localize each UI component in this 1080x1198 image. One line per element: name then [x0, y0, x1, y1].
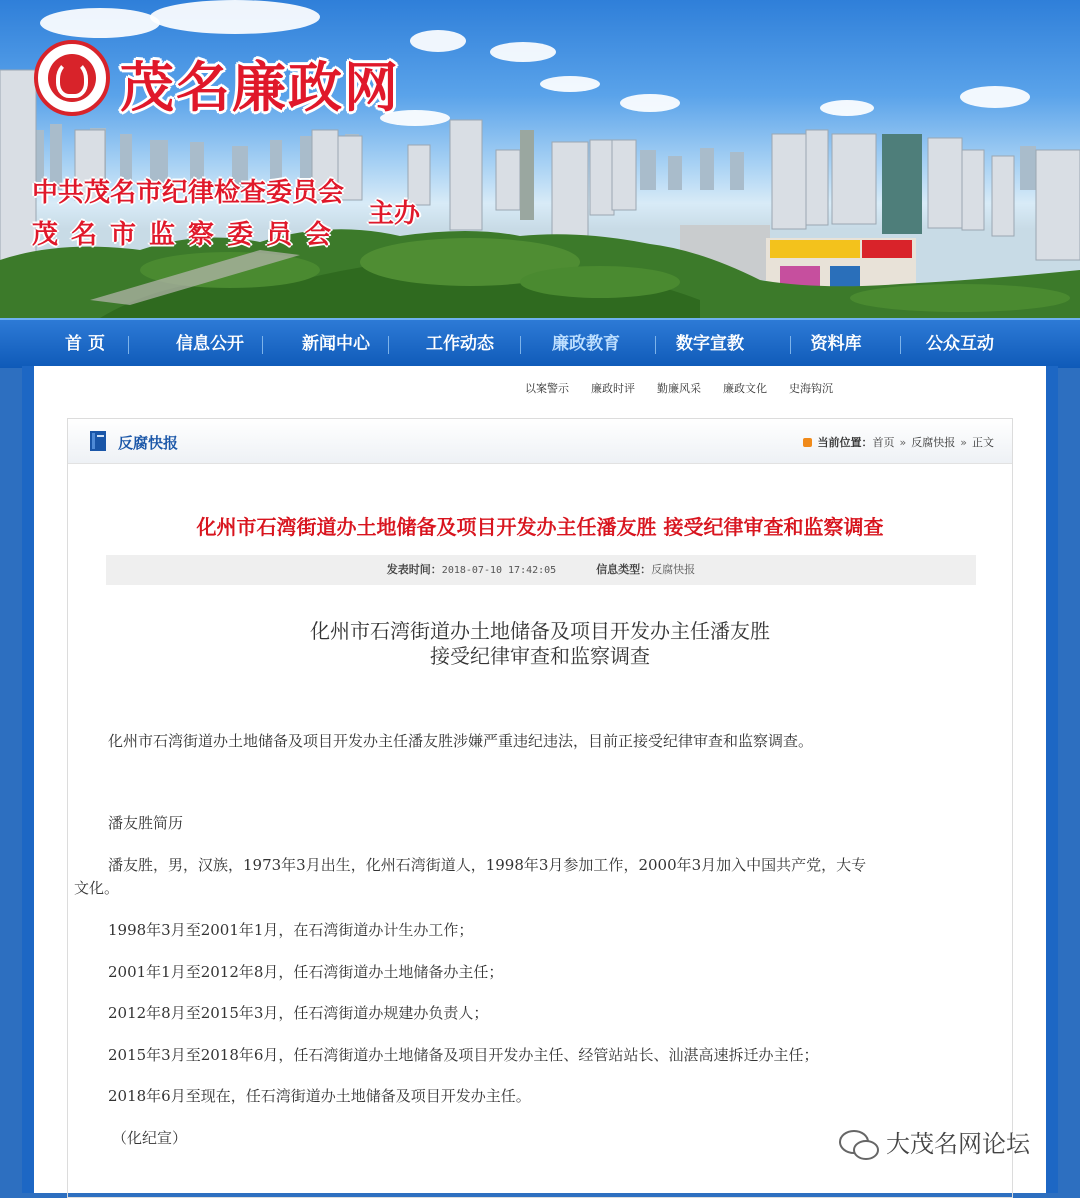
article-panel — [67, 418, 1013, 1198]
location-pin-icon — [803, 438, 812, 447]
breadcrumb-label: 当前位置： — [817, 436, 873, 449]
article-source: （化纪宣） — [112, 1129, 188, 1147]
section-title: 反腐快报 — [118, 434, 179, 452]
article-meta — [106, 555, 976, 585]
wechat-icon — [838, 1128, 882, 1164]
book-icon — [88, 430, 108, 452]
article-headline: 化州市石湾街道办土地储备及项目开发办主任潘友胜 接受纪律审查和监察调查 — [196, 515, 884, 539]
breadcrumb-section-link[interactable]: 反腐快报 — [911, 436, 956, 449]
nav-divider — [655, 336, 656, 354]
publish-time: 2018-07-10 17:42:05 — [441, 565, 557, 576]
career-item: 2018年6月至现在，任石湾街道办土地储备及项目开发办主任。 — [108, 1087, 531, 1105]
bio-line-2: 文化。 — [74, 879, 120, 897]
nav-digital-education[interactable]: 数字宣教 — [676, 334, 744, 354]
article-title — [68, 619, 1012, 669]
nav-info-disclosure[interactable]: 信息公开 — [176, 334, 244, 354]
nav-integrity-education[interactable]: 廉政教育 — [552, 334, 620, 354]
panel-header — [68, 419, 1012, 464]
nav-divider — [900, 336, 901, 354]
subnav-commentary[interactable]: 廉政时评 — [591, 382, 635, 395]
site-logo[interactable] — [34, 40, 110, 116]
career-item: 2015年3月至2018年6月，任石湾街道办土地储备及项目开发办主任、经管站站长、汕湛高速拆迁办主任； — [108, 1046, 819, 1064]
article-lead: 化州市石湾街道办土地储备及项目开发办主任潘友胜涉嫌严重违纪违法，目前正接受纪律审查和监察调查。 — [108, 732, 814, 750]
nav-divider — [128, 336, 129, 354]
site-title[interactable]: 茂名廉政网 — [120, 56, 400, 119]
nav-divider — [520, 336, 521, 354]
info-type: 反腐快报 — [651, 563, 696, 576]
breadcrumb-separator: » — [960, 436, 967, 449]
nav-divider — [262, 336, 263, 354]
career-item: 2012年8月至2015年3月，任石湾街道办规建办负责人； — [108, 1004, 489, 1022]
logo-curl-icon — [56, 60, 88, 98]
info-type-label: 信息类型： — [596, 563, 652, 576]
watermark: 大茂名网论坛 — [886, 1130, 1030, 1158]
breadcrumb-separator: » — [899, 436, 907, 449]
nav-public-interaction[interactable]: 公众互动 — [926, 334, 994, 354]
nav-divider — [388, 336, 389, 354]
subnav-case-warning[interactable]: 以案警示 — [525, 382, 569, 395]
nav-work-updates[interactable]: 工作动态 — [426, 334, 494, 354]
subnav-role-models[interactable]: 勤廉风采 — [657, 382, 701, 395]
article-title-line-1: 化州市石湾街道办土地储备及项目开发办主任潘友胜 — [310, 619, 770, 643]
nav-home[interactable]: 首 页 — [65, 334, 105, 354]
subnav-integrity-culture[interactable]: 廉政文化 — [723, 382, 767, 395]
publish-time-label: 发表时间： — [386, 563, 442, 576]
nav-library[interactable]: 资料库 — [810, 334, 862, 354]
organizer-host-label: 主办 — [368, 199, 421, 229]
bio-line-1: 潘友胜，男，汉族，1973年3月出生，化州石湾街道人，1998年3月参加工作，2000年3月加入中国共产党，大专 — [108, 856, 867, 874]
breadcrumb-current: 正文 — [972, 436, 994, 449]
organizer-line-2: 茂名市监察委员会 — [32, 220, 345, 250]
breadcrumb — [803, 434, 994, 450]
breadcrumb-home-link[interactable]: 首页 — [872, 436, 895, 449]
content-page — [34, 366, 1046, 1193]
main-nav — [0, 318, 1080, 368]
career-item: 1998年3月至2001年1月，在石湾街道办计生办工作； — [108, 921, 474, 939]
organizer-line-1: 中共茂名市纪律检查委员会 — [32, 178, 345, 208]
resume-heading: 潘友胜简历 — [108, 814, 184, 832]
career-item: 2001年1月至2012年8月，任石湾街道办土地储备办主任； — [108, 963, 504, 981]
subnav-history[interactable]: 史海钩沉 — [789, 382, 833, 395]
site-banner — [0, 0, 1080, 318]
sub-nav — [34, 366, 1046, 410]
nav-news-center[interactable]: 新闻中心 — [302, 334, 370, 354]
article-title-line-2: 接受纪律审查和监察调查 — [430, 644, 650, 668]
